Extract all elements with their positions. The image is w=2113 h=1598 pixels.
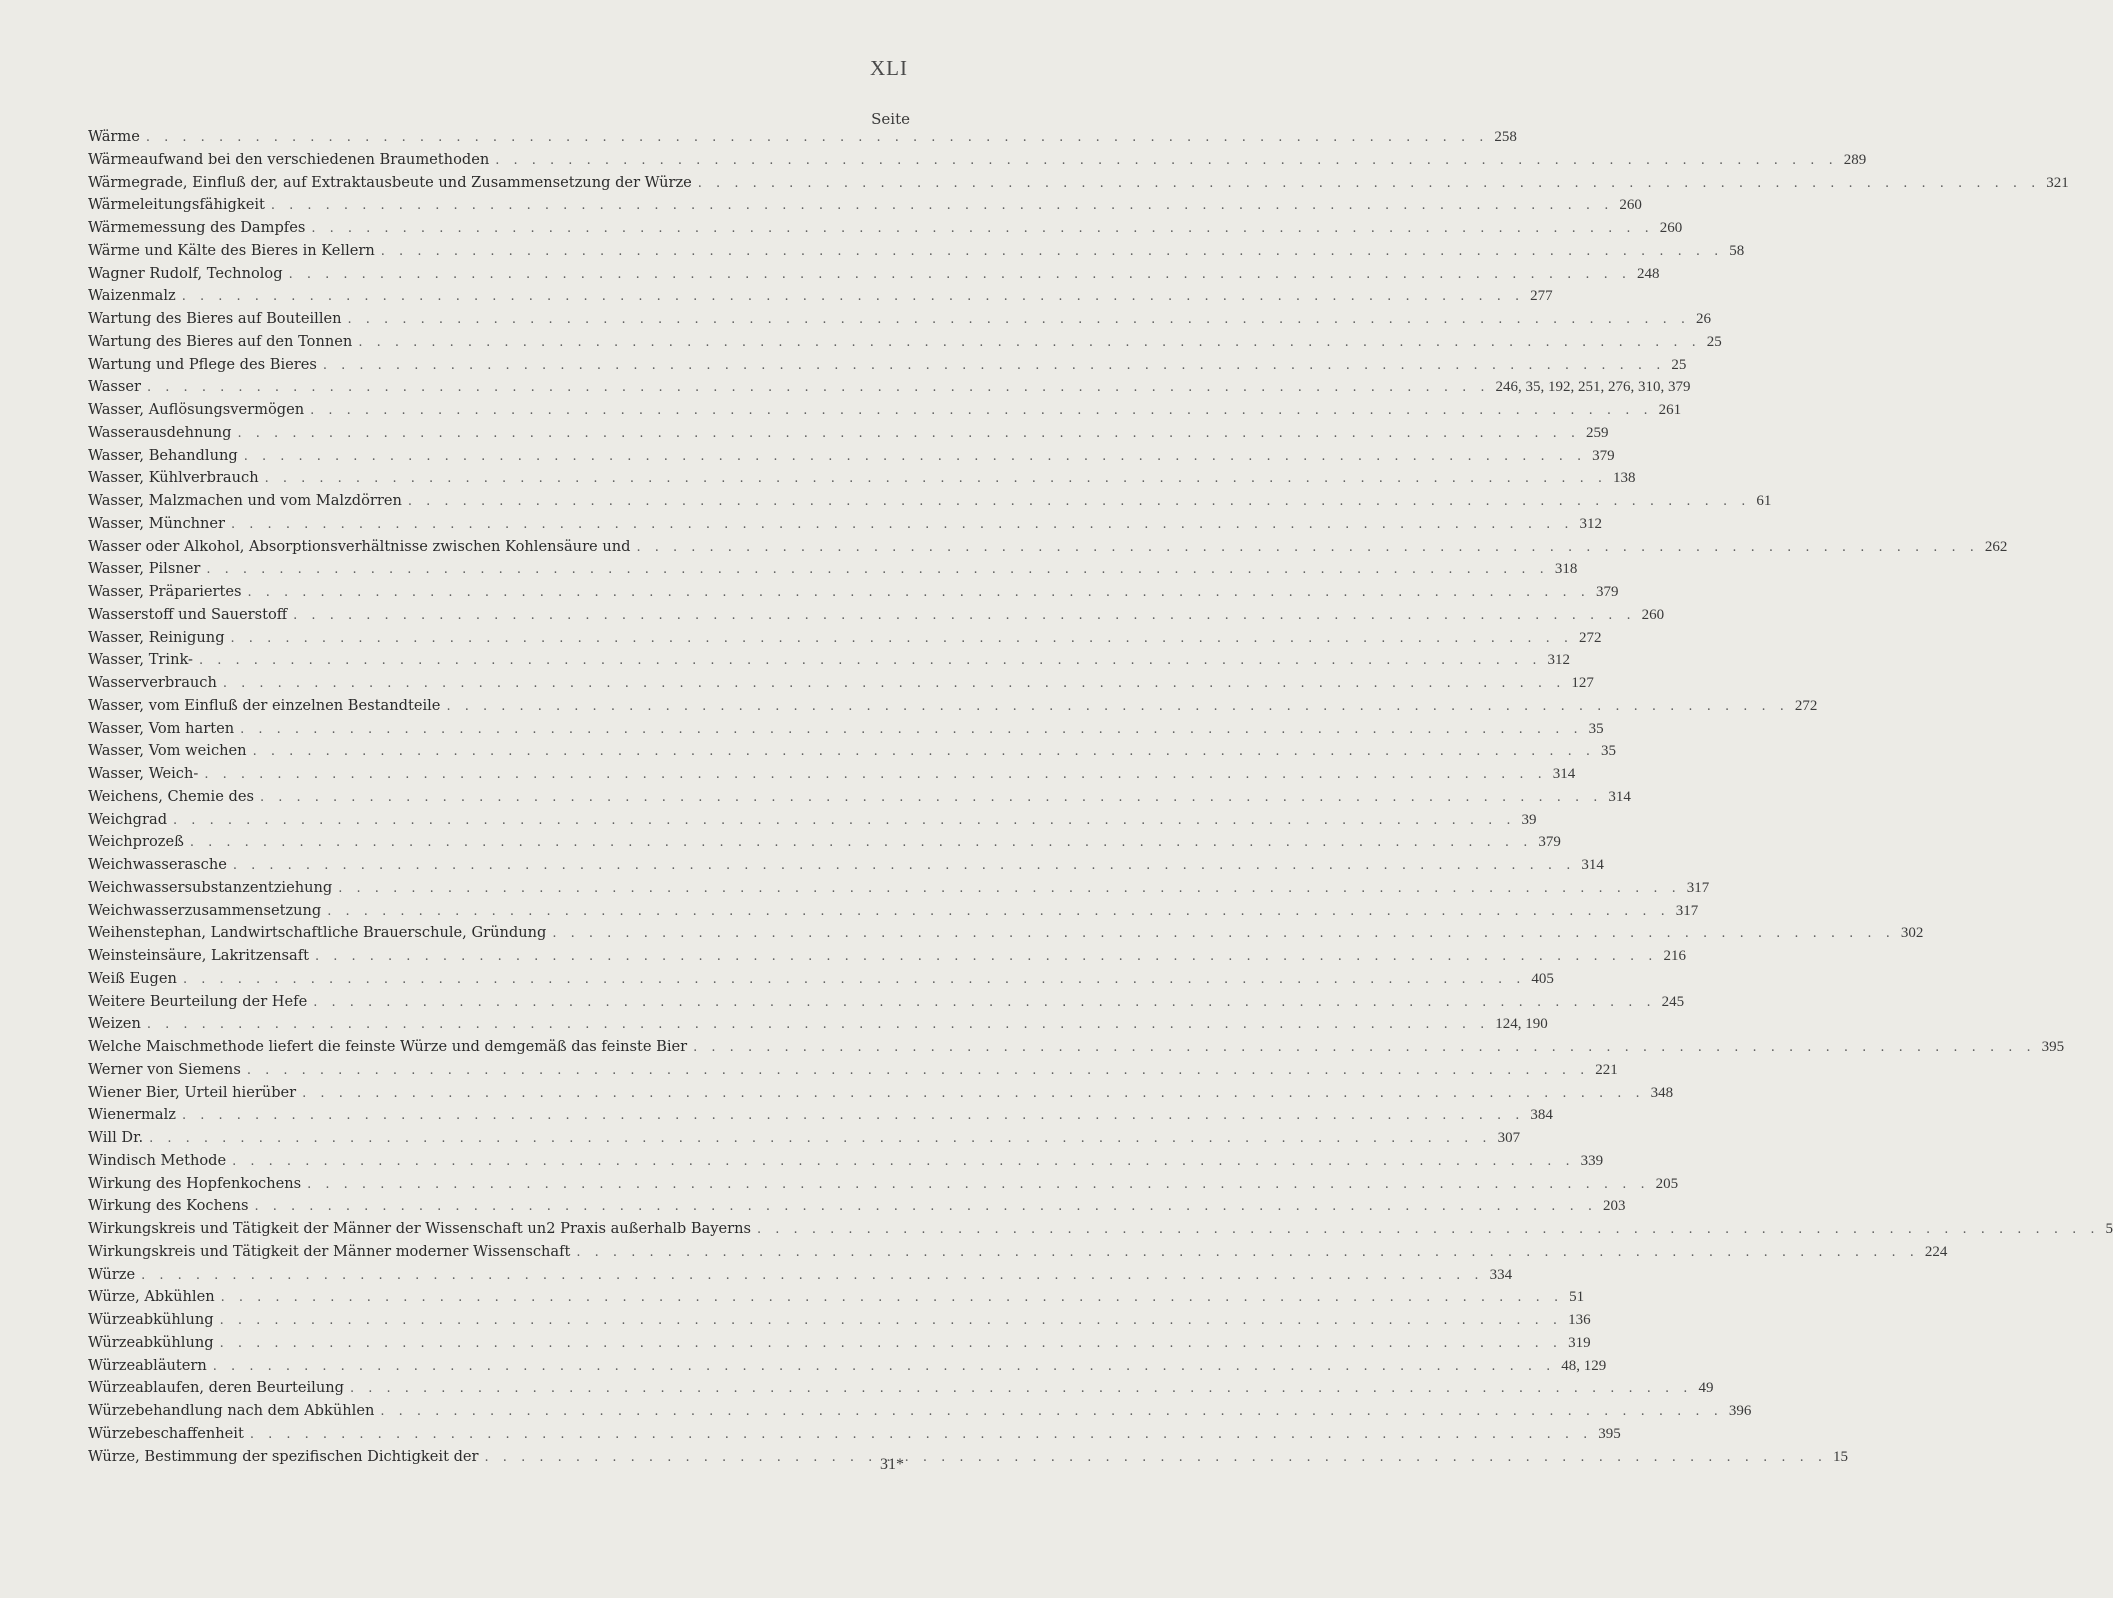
dot-leader (220, 1333, 1562, 1356)
dot-leader (221, 1287, 1563, 1310)
index-term: Weichprozeß (88, 833, 184, 851)
dot-leader (315, 946, 1657, 969)
index-term: Wärme (88, 128, 140, 145)
index-term: Würzeablaufen, deren Beurteilung (88, 1379, 344, 1397)
index-entry (88, 900, 1699, 923)
page-references: 245 (1661, 993, 1685, 1010)
signature-mark: 31* (880, 1456, 904, 1473)
index-term: Wärmemessung des Dampfes (88, 219, 306, 236)
index-entry (88, 240, 1745, 263)
dot-leader (146, 127, 1488, 150)
index-term: Weinsteinsäure, Lakritzensaft (88, 947, 309, 964)
dot-leader (302, 1083, 1644, 1106)
page-references: 289 (1843, 151, 1867, 168)
index-entry (88, 991, 1685, 1014)
dot-leader (485, 1447, 1827, 1470)
index-entry (88, 1309, 1591, 1332)
index-entry (88, 217, 1683, 240)
page-references: 39 (1521, 811, 1537, 828)
dot-leader (348, 309, 1690, 332)
dot-leader (380, 1401, 1722, 1424)
page-references: 61 (1756, 493, 1772, 509)
index-term: Wagner Rudolf, Technolog (88, 264, 283, 282)
index-term: Weiß Eugen (88, 969, 177, 987)
index-entry (88, 490, 1772, 513)
page-references: 260 (1641, 606, 1665, 623)
index-term: Würzeabkühlung (88, 1333, 214, 1351)
index-term: Weichens, Chemie des (88, 787, 254, 805)
page-references: 35 (1588, 720, 1604, 737)
page-references: 314 (1608, 788, 1631, 805)
index-entry (88, 1127, 1521, 1150)
dot-leader (220, 1310, 1562, 1333)
index-term: Wasser, Präpariertes (88, 583, 242, 600)
index-entry (88, 763, 1576, 786)
index-term: Wärmeaufwand bei den verschiedenen Braumethoden (88, 150, 490, 168)
index-term: Wasser, Malzmachen und vom Malzdörren (88, 492, 402, 509)
index-term: Waizenmalz (88, 287, 176, 305)
index-term: Wasserausdehnung (88, 423, 232, 441)
page-references: 302 (1900, 925, 1924, 942)
index-term: Wartung des Bieres auf Bouteillen (88, 310, 342, 327)
dot-leader (255, 1196, 1597, 1219)
dot-leader (206, 559, 1548, 582)
page-references: 260 (1659, 220, 1683, 236)
index-term: Wirkung des Kochens (88, 1197, 249, 1215)
page-references: 26 (1695, 311, 1711, 327)
index-term: Wasser, vom Einfluß der einzelnen Bestandteile (88, 696, 441, 714)
dot-leader (141, 1265, 1483, 1288)
dot-leader (323, 355, 1665, 378)
page-references: 15 (1833, 1448, 1848, 1465)
page-references: 396 (1728, 1403, 1752, 1419)
index-term: Wärmeleitungsfähigkeit (88, 196, 265, 214)
page-references: 48, 129 (1561, 1357, 1607, 1374)
index-term: Wasser, Pilsner (88, 560, 201, 578)
index-entry (88, 172, 2069, 195)
column-header-seite: Seite (871, 110, 910, 128)
index-term: Würzeabläutern (88, 1356, 207, 1374)
page-references: 205 (1655, 1175, 1679, 1192)
page-references: 35 (1601, 743, 1617, 760)
index-entry (88, 945, 1686, 968)
index-entry (88, 1013, 1548, 1036)
index-entry (88, 376, 1691, 399)
dot-leader (147, 1014, 1489, 1037)
dot-leader (232, 1151, 1574, 1174)
dot-leader (250, 1424, 1592, 1447)
index-term: Wasser, Weich- (88, 765, 199, 782)
index-term: Wasserstoff und Sauerstoff (88, 605, 288, 623)
dot-leader (183, 969, 1525, 992)
page-references: 246, 35, 192, 251, 276, 310, 379 (1495, 379, 1691, 396)
page-references: 334 (1489, 1266, 1513, 1283)
dot-leader (552, 923, 1894, 946)
index-term: Weitere Beurteilung der Hefe (88, 992, 308, 1010)
dot-leader (240, 719, 1582, 742)
index-term: Weichwasserzusammensetzung (88, 901, 322, 919)
index-term: Wirkungskreis und Tätigkeit der Männer der Wissenschaft un2 Praxis außerhalb Bayerns (88, 1220, 752, 1237)
page-references: 203 (1602, 1198, 1626, 1215)
page-references: 395 (1598, 1425, 1621, 1442)
index-entry (88, 1264, 1513, 1287)
page-references: 312 (1547, 652, 1570, 669)
page-references: 317 (1686, 879, 1710, 896)
index-entry (88, 1400, 1752, 1423)
index-term: Wasser, Reinigung (88, 628, 225, 646)
index-entry (88, 399, 1682, 422)
index-entry (88, 558, 1578, 581)
index-entry (88, 149, 1867, 172)
dot-leader (576, 1242, 1918, 1265)
index-term: Will Dr. (88, 1129, 144, 1146)
index-entry (88, 467, 1636, 490)
index-entry (88, 877, 1710, 900)
page-references: 49 (1698, 1380, 1714, 1397)
page-references: 318 (1554, 561, 1578, 578)
index-term: Wasser, Vom weichen (88, 742, 247, 760)
index-entry (88, 1082, 1674, 1105)
page-references: 260 (1619, 197, 1642, 214)
index-term: Wasser (88, 378, 142, 396)
index-entry (88, 1218, 2113, 1241)
dot-leader (247, 582, 1589, 605)
page-references: 258 (1494, 129, 1517, 145)
index-term: Wasser, Kühlverbrauch (88, 469, 259, 487)
page-references: 5 (2105, 1221, 2113, 1237)
index-entry (88, 1036, 2065, 1059)
dot-leader (231, 628, 1573, 651)
dot-leader (381, 241, 1723, 264)
index-term: Weizen (88, 1015, 141, 1033)
index-term: Weichwasserasche (88, 856, 227, 873)
dot-leader (350, 1378, 1692, 1401)
index-entry (88, 354, 1687, 377)
page-references: 136 (1568, 1312, 1591, 1328)
dot-leader (182, 286, 1524, 309)
page-references: 25 (1671, 356, 1687, 373)
index-entry (88, 1355, 1607, 1378)
dot-leader (307, 1174, 1649, 1197)
index-term: Wiener Bier, Urteil hierüber (88, 1083, 297, 1101)
page-references: 262 (1984, 538, 2008, 555)
index-term: Wasser, Vom harten (88, 719, 235, 737)
index-term: Welche Maischmethode liefert die feinste Würze und demgemäß das feinste Bier (88, 1038, 688, 1055)
page-references: 51 (1569, 1289, 1585, 1306)
index-entry (88, 1423, 1621, 1446)
page-references: 314 (1552, 766, 1576, 782)
page-references: 277 (1530, 288, 1553, 305)
dot-leader (338, 878, 1680, 901)
index-entry (88, 1059, 1618, 1082)
page-references: 317 (1675, 902, 1699, 919)
index-term: Wasser, Münchner (88, 514, 226, 532)
dot-leader (408, 491, 1750, 514)
dot-leader (173, 810, 1515, 833)
index-entry (88, 922, 1924, 945)
page-references: 58 (1729, 242, 1745, 259)
page-references: 124, 190 (1495, 1016, 1548, 1033)
index-entry (88, 831, 1561, 854)
dot-leader (253, 741, 1595, 764)
index-term: Wartung des Bieres auf den Tonnen (88, 332, 353, 350)
index-entry (88, 513, 1602, 536)
page-references: 216 (1663, 948, 1686, 964)
index-entry (88, 331, 1722, 354)
index-term: Wasser, Trink- (88, 651, 193, 669)
dot-leader (238, 423, 1580, 446)
index-term: Wienermalz (88, 1106, 176, 1124)
page-references: 384 (1530, 1107, 1553, 1124)
page-references: 221 (1595, 1061, 1618, 1078)
dot-leader (310, 400, 1652, 423)
index-entry (88, 194, 1642, 217)
page-references: 272 (1794, 697, 1818, 714)
index-term: Würzebeschaffenheit (88, 1424, 244, 1442)
index-entry (88, 1446, 1848, 1469)
page-references: 379 (1595, 584, 1619, 600)
page-references: 321 (2046, 174, 2069, 191)
index-term: Weichwassersubstanzentziehung (88, 878, 333, 896)
dot-leader (204, 764, 1546, 787)
index-term: Wasser, Behandlung (88, 446, 238, 464)
page-references: 314 (1581, 857, 1604, 873)
index-term: Würzeabkühlung (88, 1311, 214, 1328)
index-entry (88, 604, 1665, 627)
index-term: Wirkungskreis und Tätigkeit der Männer moderner Wissenschaft (88, 1242, 571, 1260)
page-references: 138 (1613, 470, 1636, 487)
page-number: XLI (870, 56, 908, 80)
page-references: 319 (1568, 1334, 1591, 1351)
dot-leader (247, 1060, 1589, 1083)
dot-leader (147, 377, 1489, 400)
index-entry (88, 581, 1619, 604)
page-references: 348 (1650, 1084, 1674, 1101)
dot-leader (636, 537, 1978, 560)
index-entries (88, 126, 2113, 1468)
dot-leader (358, 332, 1700, 355)
index-entry (88, 1286, 1585, 1309)
dot-leader (311, 218, 1653, 241)
index-entry (88, 1173, 1679, 1196)
index-entry (88, 1195, 1626, 1218)
index-term: Wasser, Auflösungsvermögen (88, 401, 305, 418)
index-term: Wärmegrade, Einfluß der, auf Extraktausbeute und Zusammensetzung der Würze (88, 173, 692, 191)
page-references: 261 (1658, 402, 1682, 418)
index-term: Wärme und Kälte des Bieres in Kellern (88, 241, 375, 259)
dot-leader (244, 446, 1586, 469)
index-entry (88, 695, 1818, 718)
index-entry (88, 649, 1570, 672)
index-entry (88, 854, 1604, 877)
index-entry (88, 968, 1554, 991)
index-entry (88, 308, 1711, 331)
index-entry (88, 126, 1517, 149)
page-references: 379 (1538, 834, 1561, 851)
dot-leader (213, 1356, 1555, 1379)
dot-leader (313, 992, 1655, 1015)
index-entry (88, 672, 1594, 695)
index-term: Würze (88, 1265, 136, 1283)
index-entry (88, 445, 1615, 468)
index-entry (88, 1377, 1714, 1400)
index-term: Weihenstephan, Landwirtschaftliche Brauerschule, Gründung (88, 924, 547, 942)
dot-leader (190, 832, 1532, 855)
dot-leader (182, 1105, 1524, 1128)
index-term: Würze, Bestimmung der spezifischen Dichtigkeit der (88, 1447, 479, 1465)
index-term: Windisch Methode (88, 1151, 227, 1169)
page-references: 127 (1571, 675, 1594, 691)
index-entry (88, 740, 1617, 763)
index-entry (88, 627, 1602, 650)
page-references: 272 (1579, 629, 1602, 646)
page-references: 224 (1924, 1243, 1948, 1260)
page-references: 307 (1497, 1130, 1521, 1146)
dot-leader (495, 150, 1837, 173)
index-term: Wasserverbrauch (88, 674, 217, 691)
page-references: 405 (1531, 970, 1554, 987)
dot-leader (293, 605, 1635, 628)
dot-leader (260, 787, 1602, 810)
dot-leader (265, 468, 1607, 491)
page-references: 248 (1637, 265, 1660, 282)
index-term: Werner von Siemens (88, 1060, 241, 1078)
page-references: 259 (1585, 424, 1609, 441)
dot-leader (693, 1037, 2035, 1060)
dot-leader (327, 901, 1669, 924)
index-entry (88, 422, 1609, 445)
index-entry (88, 718, 1604, 741)
dot-leader (223, 673, 1565, 696)
index-entry (88, 809, 1537, 832)
dot-leader (199, 650, 1541, 673)
index-entry (88, 1241, 1948, 1264)
index-term: Würzebehandlung nach dem Abkühlen (88, 1402, 375, 1419)
page-references: 379 (1592, 447, 1615, 464)
index-term: Wartung und Pflege des Bieres (88, 355, 317, 373)
index-term: Wasser oder Alkohol, Absorptionsverhältnisse zwischen Kohlensäure und (88, 537, 631, 555)
dot-leader (271, 195, 1613, 218)
index-term: Würze, Abkühlen (88, 1288, 215, 1306)
dot-leader (289, 264, 1631, 287)
page-references: 312 (1579, 515, 1602, 532)
dot-leader (231, 514, 1573, 537)
dot-leader (698, 173, 2040, 196)
index-entry (88, 263, 1660, 286)
index-entry (88, 1150, 1604, 1173)
index-entry (88, 1104, 1553, 1127)
index-term: Weichgrad (88, 810, 168, 828)
dot-leader (757, 1219, 2099, 1242)
index-entry (88, 536, 2008, 559)
index-entry (88, 1332, 1591, 1355)
index-entry (88, 786, 1631, 809)
page-references: 395 (2041, 1039, 2065, 1055)
dot-leader (446, 696, 1788, 719)
index-entry (88, 285, 1553, 308)
page-references: 25 (1706, 333, 1722, 350)
page-references: 339 (1580, 1152, 1604, 1169)
dot-leader (233, 855, 1575, 878)
dot-leader (149, 1128, 1491, 1151)
index-term: Wirkung des Hopfenkochens (88, 1174, 302, 1192)
